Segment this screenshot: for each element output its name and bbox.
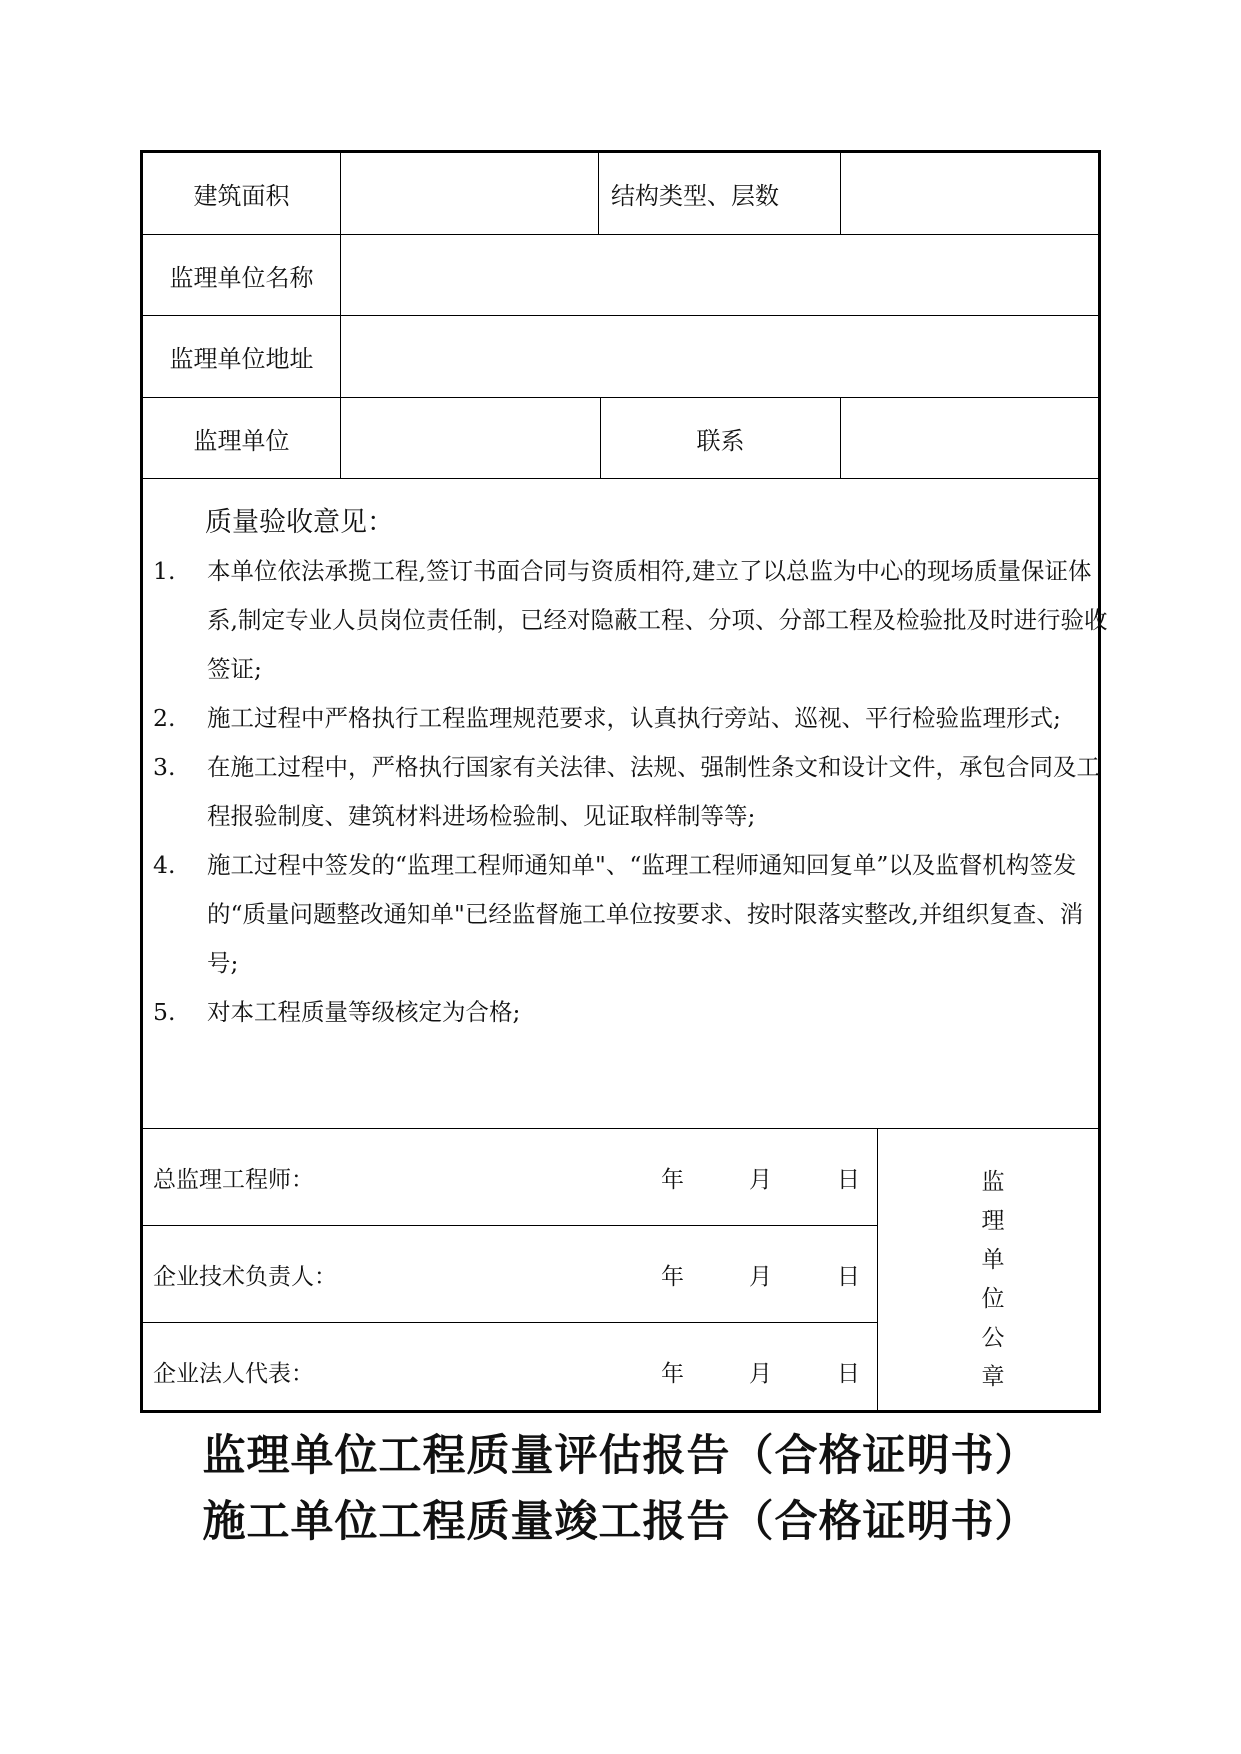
item-text: 在施工过程中，严格执行国家有关法律、法规、强制性条文和设计文件，承包合同及工程报验制度、建筑材料进场检验制、见证取样制等等;	[207, 753, 1100, 830]
sign-year: 年	[661, 1264, 684, 1290]
sign-month: 月	[749, 1167, 772, 1193]
supervisor-address-label: 监理单位地址	[169, 345, 314, 373]
seal-char: 章	[981, 1364, 1005, 1390]
item-number: 2.	[153, 704, 176, 732]
seal-char: 位	[981, 1286, 1005, 1312]
chief-engineer-label: 总监理工程师：	[153, 1167, 314, 1193]
contact-label: 联系	[696, 426, 745, 455]
legal-rep-label: 企业法人代表：	[153, 1361, 314, 1387]
sign-day: 日	[837, 1264, 860, 1290]
col-divider	[877, 1128, 878, 1410]
sign-year: 年	[661, 1361, 684, 1387]
building-area-label: 建筑面积	[193, 182, 290, 210]
building-area-value[interactable]	[341, 153, 598, 234]
row-divider	[143, 1128, 1098, 1129]
sign-day: 日	[837, 1361, 860, 1387]
item-text: 施工过程中严格执行工程监理规范要求，认真执行旁站、巡视、平行检验监理形式;	[207, 704, 1061, 732]
contact-value[interactable]	[841, 398, 1098, 478]
item-number: 5.	[153, 998, 176, 1026]
item-number: 4.	[153, 851, 176, 879]
sign-year: 年	[661, 1167, 684, 1193]
supervisor-name-value[interactable]	[341, 235, 1098, 315]
seal-char: 单	[981, 1247, 1005, 1273]
seal-char: 公	[981, 1325, 1005, 1351]
supervisor-address-value[interactable]	[341, 316, 1098, 397]
item-number: 3.	[153, 753, 176, 781]
supervisor-name-label: 监理单位名称	[169, 263, 314, 292]
supervisor-unit-value[interactable]	[341, 398, 600, 478]
structure-type-value[interactable]	[841, 153, 1098, 234]
seal-char: 理	[981, 1208, 1005, 1234]
row-divider	[143, 478, 1098, 479]
item-text: 施工过程中签发的“监理工程师通知单"、“监理工程师通知回复单”以及监督机构签发的“质量问题整改通知单"已经监督施工单位按要求、按时限落实整改,并组织复查、消号;	[207, 851, 1084, 977]
supervisor-unit-label: 监理单位	[193, 426, 290, 455]
form-table	[140, 150, 1108, 1413]
sign-month: 月	[749, 1361, 772, 1387]
report-title-construction: 施工单位工程质量竣工报告（合格证明书）	[202, 1497, 1039, 1547]
report-title-supervision: 监理单位工程质量评估报告（合格证明书）	[202, 1431, 1039, 1481]
row-divider	[143, 1225, 877, 1226]
tech-director-label: 企业技术负责人：	[153, 1264, 337, 1290]
structure-type-label: 结构类型、层数	[611, 182, 779, 210]
seal-char: 监	[981, 1169, 1005, 1195]
sign-day: 日	[837, 1167, 860, 1193]
item-number: 1.	[153, 557, 176, 585]
quality-opinion-title: 质量验收意见：	[205, 507, 394, 538]
sign-month: 月	[749, 1264, 772, 1290]
col-divider	[598, 153, 599, 234]
row-divider	[143, 1322, 877, 1323]
item-text: 本单位依法承揽工程,签订书面合同与资质相符,建立了以总监为中心的现场质量保证体系,制定专业人员岗位责任制，已经对隐蔽工程、分项、分部工程及检验批及时进行验收签证;	[207, 557, 1108, 683]
item-text: 对本工程质量等级核定为合格;	[207, 998, 521, 1026]
